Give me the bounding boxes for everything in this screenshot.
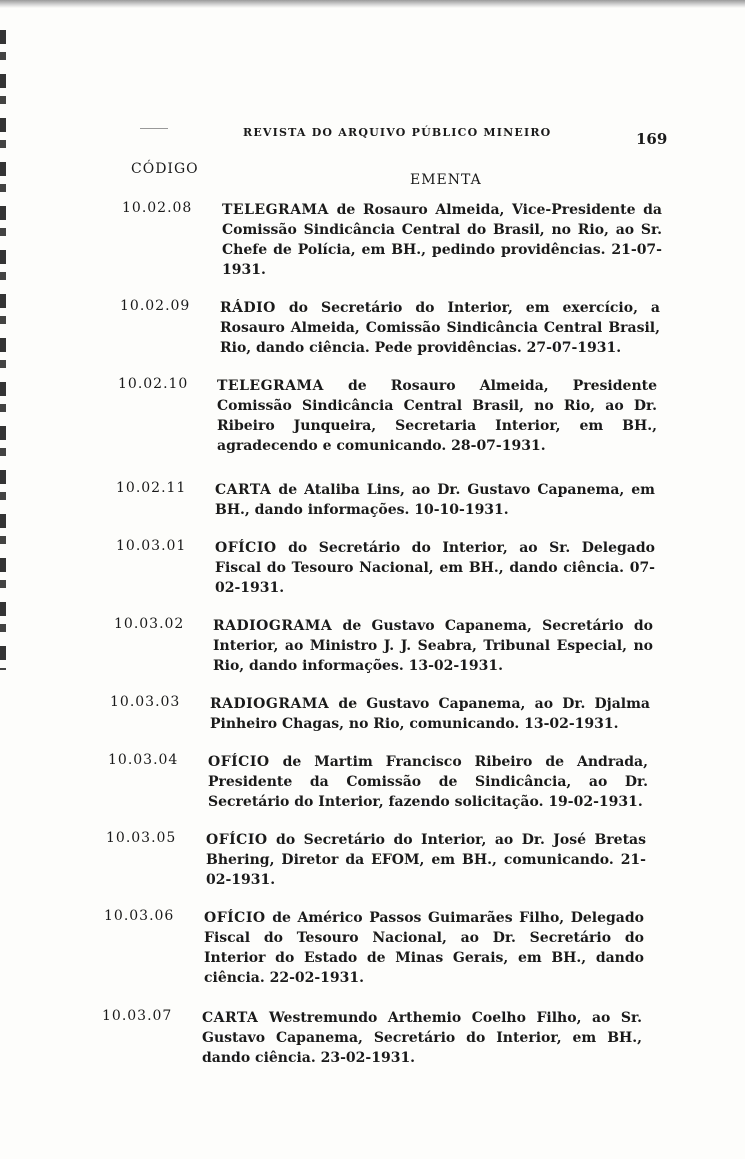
entry-summary [215, 538, 655, 598]
entry-code: 10.03.06 [104, 908, 175, 924]
column-header-ementa: EMENTA [410, 172, 482, 188]
entry-summary [220, 298, 660, 358]
entry-text: de Gustavo Capanema, Secretário do Interior, ao Ministro J. J. Seabra, Tribunal Especial, no Rio, dando informações. 13-02-1931. [213, 618, 653, 674]
binding-edge [0, 30, 6, 670]
entry-code: 10.03.01 [116, 538, 187, 554]
header-rule [140, 128, 168, 129]
running-title: REVISTA DO ARQUIVO PÚBLICO MINEIRO [243, 126, 552, 139]
entry-code: 10.03.04 [108, 752, 179, 768]
entry-text: de Gustavo Capanema, ao Dr. Djalma Pinheiro Chagas, no Rio, comunicando. 13-02-1931. [210, 696, 651, 732]
entry-text: do Secretário do Interior, ao Sr. Delegado Fiscal do Tesouro Nacional, em BH., dando ciência. 07-02-1931. [215, 540, 655, 596]
entry-summary [210, 694, 650, 734]
entry-code: 10.02.11 [116, 480, 187, 496]
entry-code: 10.03.02 [114, 616, 185, 632]
entry-summary [217, 376, 657, 456]
entry-summary [206, 830, 646, 890]
entry-text: de Ataliba Lins, ao Dr. Gustavo Capanema, em BH., dando informações. 10-10-1931. [215, 482, 655, 518]
entry-summary [204, 908, 644, 988]
entry-type: RADIOGRAMA [210, 696, 330, 712]
entry-type: OFÍCIO [206, 832, 268, 848]
entry-code: 10.02.09 [120, 298, 191, 314]
entry-summary [208, 752, 648, 812]
entry-text: do Secretário do Interior, ao Dr. José Bretas Bhering, Diretor da EFOM, em BH., comunicando. 21-02-1931. [206, 832, 646, 888]
entry-type: RADIOGRAMA [213, 618, 333, 634]
entry-code: 10.02.10 [118, 376, 189, 392]
entry-text: de Rosauro Almeida, Presidente Comissão Sindicância Central Brasil, no Rio, ao Dr. Ribeiro Junqueira, Secretaria Interior, em BH., agradecendo e comunicando. 28-07-1931. [217, 378, 657, 454]
entry-code: 10.02.08 [122, 200, 193, 216]
entry-type: RÁDIO [220, 300, 276, 316]
page-top-edge [0, 0, 745, 8]
entry-summary [222, 200, 662, 280]
entry-code: 10.03.07 [102, 1008, 173, 1024]
entry-summary [215, 480, 655, 520]
entry-type: TELEGRAMA [217, 378, 324, 394]
entry-summary [213, 616, 653, 676]
entry-type: CARTA [215, 482, 272, 498]
entry-text: de Américo Passos Guimarães Filho, Delegado Fiscal do Tesouro Nacional, ao Dr. Secretário do Interior do Estado de Minas Gerais, em BH., dando ciência. 22-02-1931. [204, 910, 645, 986]
entry-type: CARTA [202, 1010, 259, 1026]
entry-code: 10.03.03 [110, 694, 181, 710]
entry-code: 10.03.05 [106, 830, 177, 846]
entry-type: OFÍCIO [208, 754, 270, 770]
entry-text: de Martim Francisco Ribeiro de Andrada, Presidente da Comissão de Sindicância, ao Dr. Secretário do Interior, fazendo solicitação. 19-02-1931. [208, 754, 649, 810]
entry-summary [202, 1008, 642, 1068]
entry-text: do Secretário do Interior, em exercício, a Rosauro Almeida, Comissão Sindicância Central Brasil, Rio, dando ciência. Pede providências. 27-07-1931. [220, 300, 660, 356]
entry-type: OFÍCIO [204, 910, 266, 926]
column-header-codigo: CÓDIGO [131, 161, 199, 177]
entry-type: OFÍCIO [215, 540, 277, 556]
entry-text: de Rosauro Almeida, Vice-Presidente da Comissão Sindicância Central do Brasil, no Rio, ao Sr. Chefe de Polícia, em BH., pedindo providências. 21-07-1931. [222, 202, 663, 278]
entry-text: Westremundo Arthemio Coelho Filho, ao Sr. Gustavo Capanema, Secretário do Interior, em BH., dando ciência. 23-02-1931. [202, 1010, 642, 1066]
page-number: 169 [636, 130, 668, 148]
entry-type: TELEGRAMA [222, 202, 329, 218]
